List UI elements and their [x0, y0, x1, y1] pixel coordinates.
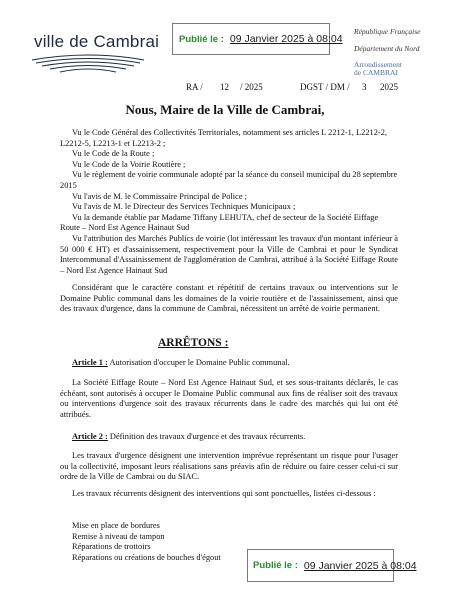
decree-title: Nous, Maire de la Ville de Cambrai, — [125, 102, 325, 117]
considerations-block — [60, 128, 398, 276]
considerant-text: Considérant que le caractère constant et répétitif de certains travaux ou interventions sur le Domaine Public communal dans les domaines de la voirie routière et de l'assainissement, ainsi que des travaux d'urgence, dans la commune de Cambrai, nécessitent un arrêté de voirie permanent. — [60, 283, 398, 314]
consideration-cgct: Vu le Code Général des Collectivités Territoriales, notamment ses articles L 2212-1, L2212-2, L2212-5, L2213-1 et L2213-2 ; — [60, 128, 387, 148]
consideration-demande: Vu la demande établie par Madame Tiffany LEHUTA, chef de secteur de la Société Eiffage Route – Nord Est Agence Hainaut Sud — [60, 212, 379, 233]
ref-year-1: / 2025 — [240, 82, 263, 92]
arretons-heading: ARRÊTONS : — [158, 337, 229, 349]
stamp-label: Publié le : — [253, 560, 298, 571]
article-2-title: Définition des travaux d'urgence et des travaux récurrents. — [109, 432, 306, 441]
ref-year-2: 2025 — [380, 82, 398, 92]
ref-ra-number: 12 — [220, 82, 229, 92]
stamp-date: 09 Janvier 2025 à 08:04 — [303, 559, 417, 572]
article-1-body — [60, 378, 398, 420]
consideration-marches: Vu l'attribution des Marchés Publics de voirie (lot intéressant les travaux d'un montant inférieur à 50 000 € HT) et d'assainissement, respectivement pour la Ville de Cambrai et pour le Syndicat Intercommunal d'Assainissement de l'agglomération de Cambrai, attribué à la Société Eiffage Route – Nord Est Agence Hainaut Sud — [60, 233, 398, 275]
article-1-text: La Société Eiffage Route – Nord Est Agence Hainaut Sud, et ses sous-traitants déclarés, le cas échéant, sont autorisés à occuper le Domaine Public communal aux fins de réaliser soit des travaux ou interventions d'urgence soit des travaux récurrents dans le cadre des marchés qui lui ont été attribués. — [60, 378, 398, 419]
list-item: Réparations de trottoirs — [72, 542, 151, 552]
list-item: Mise en place de bordures — [72, 521, 160, 530]
article-2-body-1 — [60, 451, 398, 483]
article-2-text-2: Les travaux récurrents désignent des interventions qui sont ponctuelles, listées ci-dessous : — [72, 489, 376, 498]
consideration-reglement: Vu le règlement de voirie communale adopté par la séance du conseil municipal du 28 septembre 2015 — [60, 170, 398, 190]
recurrent-works-list — [72, 521, 221, 563]
consideration-police: Vu l'avis de M. le Commissaire Principal de Police ; — [72, 191, 247, 201]
republique-label: République Française — [354, 27, 421, 36]
publication-stamp-top — [172, 23, 343, 55]
ref-service: DGST / DM / — [300, 82, 350, 92]
consideration-services: Vu l'avis de M. le Directeur des Services Techniques Municipaux ; — [72, 202, 296, 212]
stamp-date: 09 Janvier 2025 à 08:04 — [229, 33, 343, 45]
stamp-label: Publié le : — [179, 33, 224, 45]
ref-ra: RA / — [186, 82, 203, 92]
article-2-heading — [60, 432, 398, 443]
article-1-label: Article 1 : — [72, 358, 108, 367]
arrondissement-name: de CAMBRAI — [354, 68, 398, 77]
considerant-paragraph — [60, 283, 398, 315]
consideration-code-voirie: Vu le Code de la Voirie Routière ; — [72, 159, 186, 169]
consideration-code-route: Vu le Code de la Route ; — [72, 149, 155, 159]
article-2-text-1: Les travaux d'urgence désignent une intervention imprévue représentant un risque pour l'usager ou la collectivité, imposant leurs réalisations sans préavis afin de réduire ou faire cesser celui-ci sur ordre de la Ville de Cambrai ou du SIAC. — [60, 451, 398, 482]
publication-stamp-bottom — [247, 549, 417, 582]
article-1-heading — [60, 358, 398, 369]
article-2-label: Article 2 : — [72, 432, 108, 441]
departement-label: Département du Nord — [354, 44, 420, 53]
city-logo-text: ville de Cambrai — [34, 32, 160, 51]
ref-number: 3 — [362, 82, 367, 92]
article-1-title: Autorisation d'occuper le Domaine Public communal. — [109, 358, 290, 367]
article-2-body-2 — [60, 489, 398, 500]
list-item: Réparations ou créations de bouches d'égout — [72, 552, 221, 562]
list-item: Remise à niveau de tampon — [72, 531, 165, 541]
city-logo-waves-icon — [28, 52, 148, 74]
arrondissement-label: Arrondissement — [354, 60, 402, 69]
